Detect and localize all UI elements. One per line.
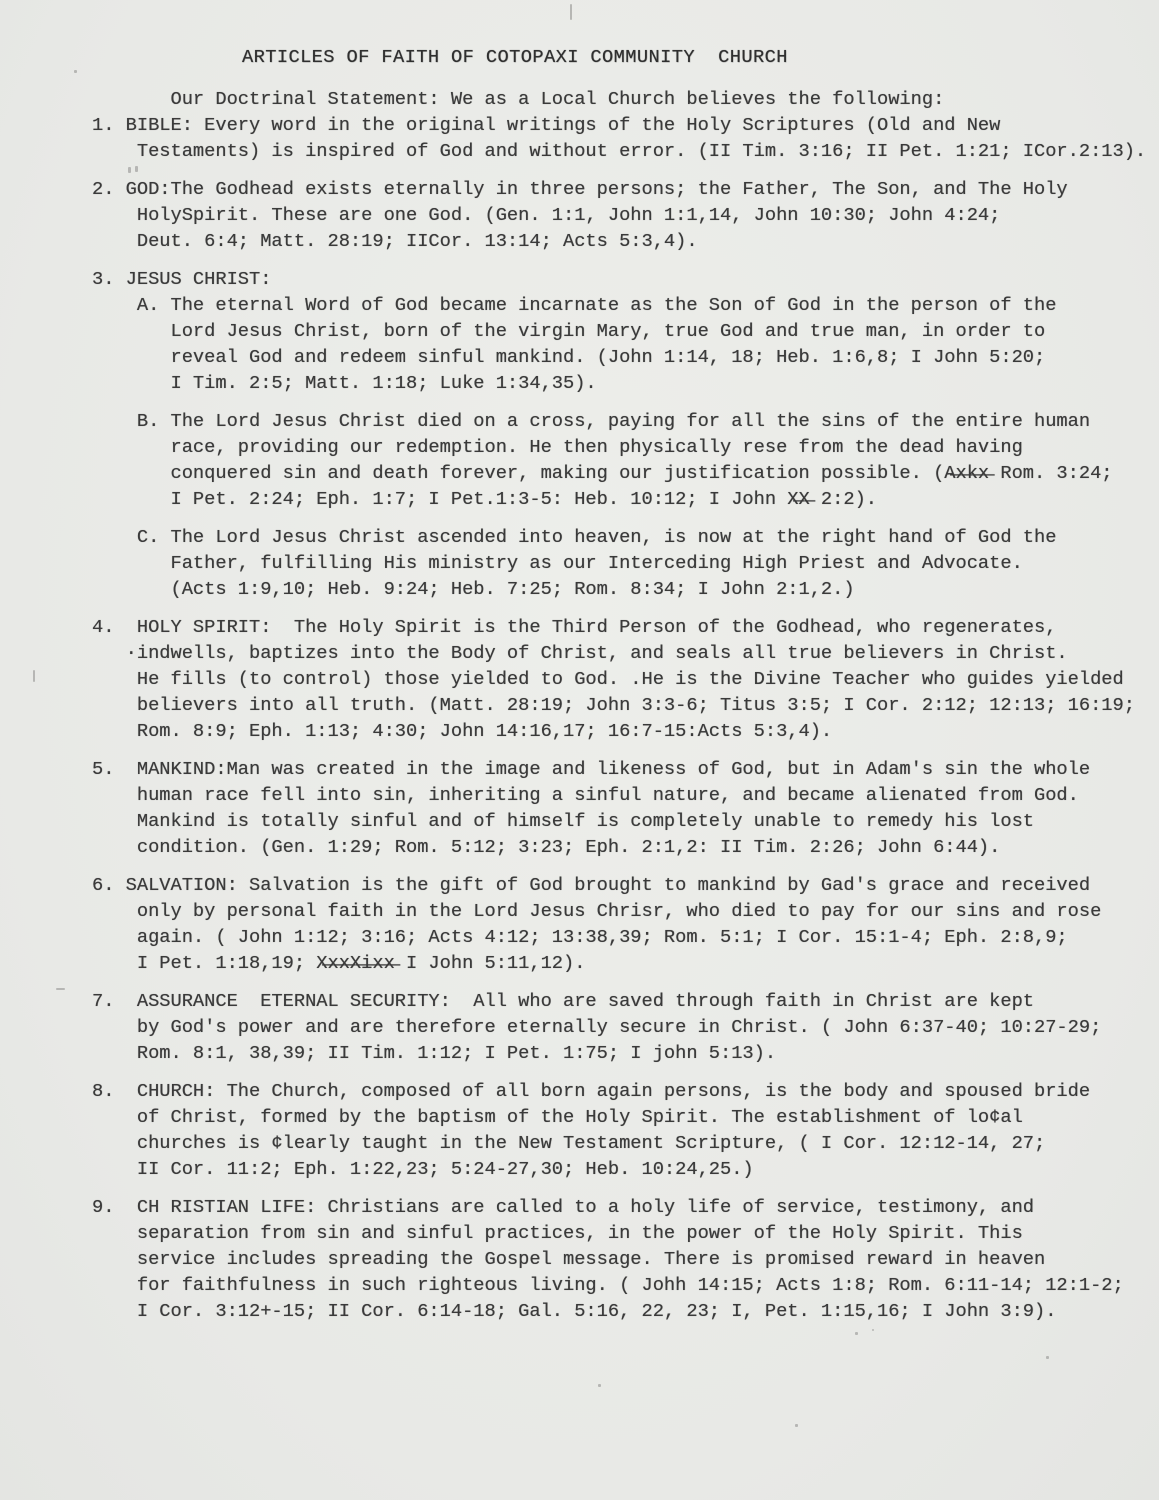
text-line: again. ( John 1:12; 3:16; Acts 4:12; 13:38,39; Rom. 5:1; I Cor. 15:1-4; Eph. 2:8,9; — [92, 926, 1068, 948]
text-line: 4. HOLY SPIRIT: The Holy Spirit is the Third Person of the Godhead, who regenerates, — [92, 616, 1057, 638]
scan-artifact — [74, 70, 77, 73]
text-line: HolySpirit. These are one God. (Gen. 1:1, John 1:1,14, John 10:30; John 4:24; — [92, 204, 1001, 226]
text-line: race, providing our redemption. He then physically rese from the dead having — [92, 436, 1023, 458]
paragraph-block — [92, 176, 1159, 254]
text-line: of Christ, formed by the baptism of the Holy Spirit. The establishment of lo¢al — [92, 1106, 1023, 1128]
paragraph-block — [92, 614, 1159, 744]
text-line: only by personal faith in the Lord Jesus Chrisr, who died to pay for our sins and rose — [92, 900, 1102, 922]
scan-artifact — [570, 4, 572, 20]
paragraph-block — [92, 988, 1159, 1066]
scan-artifact — [795, 1424, 798, 1427]
paragraph-block — [92, 408, 1159, 512]
text-line: I Tim. 2:5; Matt. 1:18; Luke 1:34,35). — [92, 372, 597, 394]
text-line: C. The Lord Jesus Christ ascended into heaven, is now at the right hand of God the — [92, 526, 1057, 548]
text-line: for faithfulness in such righteous living. ( Johh 14:15; Acts 1:8; Rom. 6:11-14; 12:1-2; — [92, 1274, 1124, 1296]
text-line: I Pet. 2:24; Eph. 1:7; I Pet.1:3-5: Heb. 10:12; I John X̶X̶ 2:2). — [92, 488, 878, 510]
scan-artifact — [135, 166, 138, 172]
paragraph-block — [92, 872, 1159, 976]
text-line: Rom. 8:9; Eph. 1:13; 4:30; John 14:16,17; 16:7-15:Acts 5:3,4). — [92, 720, 833, 742]
text-line: 9. CH RISTIAN LIFE: Christians are called to a holy life of service, testimony, and — [92, 1196, 1035, 1218]
text-line: A. The eternal Word of God became incarnate as the Son of God in the person of the — [92, 294, 1057, 316]
text-line: Testaments) is inspired of God and without error. (II Tim. 3:16; II Pet. 1:21; ICor.2:13). — [92, 140, 1147, 162]
scan-artifact — [598, 1384, 601, 1387]
text-line: Mankind is totally sinful and of himself is completely unable to remedy his lost — [92, 810, 1035, 832]
text-line: Our Doctrinal Statement: We as a Local Church believes the following: — [92, 88, 945, 110]
text-line: Rom. 8:1, 38,39; II Tim. 1:12; I Pet. 1:75; I john 5:13). — [92, 1042, 777, 1064]
scan-artifact — [128, 167, 131, 173]
page-title: ARTICLES OF FAITH OF COTOPAXI COMMUNITY CHURCH — [242, 46, 788, 68]
text-line: II Cor. 11:2; Eph. 1:22,23; 5:24-27,30; Heb. 10:24,25.) — [92, 1158, 754, 1180]
paragraph-block — [92, 756, 1159, 860]
text-line: (Acts 1:9,10; Heb. 9:24; Heb. 7:25; Rom. 8:34; I John 2:1,2.) — [92, 578, 855, 600]
text-line: by God's power and are therefore eternally secure in Christ. ( John 6:37-40; 10:27-29; — [92, 1016, 1102, 1038]
text-line: condition. (Gen. 1:29; Rom. 5:12; 3:23; Eph. 2:1,2: II Tim. 2:26; John 6:44). — [92, 836, 1001, 858]
text-line: Deut. 6:4; Matt. 28:19; IICor. 13:14; Acts 5:3,4). — [92, 230, 698, 252]
text-line: conquered sin and death forever, making our justification possible. (A̶x̶k̶x̶ Rom. 3:24; — [92, 462, 1113, 484]
text-line: 8. CHURCH: The Church, composed of all born again persons, is the body and spoused bride — [92, 1080, 1091, 1102]
text-line: I Pet. 1:18,19; X̶x̶x̶X̶i̶x̶x̶ I John 5:11,12). — [92, 952, 586, 974]
scan-artifact — [56, 988, 65, 990]
scan-artifact — [872, 1329, 874, 1331]
text-line: 6. SALVATION: Salvation is the gift of God brought to mankind by Gad's grace and received — [92, 874, 1091, 896]
text-line: separation from sin and sinful practices, in the power of the Holy Spirit. This — [92, 1222, 1023, 1244]
text-line: B. The Lord Jesus Christ died on a cross, paying for all the sins of the entire human — [92, 410, 1091, 432]
scan-artifact — [33, 670, 35, 682]
text-line: ·indwells, baptizes into the Body of Christ, and seals all true believers in Christ. — [92, 642, 1068, 664]
text-line: He fills (to control) those yielded to God. .He is the Divine Teacher who guides yielded — [92, 668, 1124, 690]
paragraph-block — [92, 1194, 1159, 1324]
text-line: 3. JESUS CHRIST: — [92, 268, 272, 290]
paragraph-block — [92, 86, 1159, 164]
paragraph-block — [92, 266, 1159, 396]
text-line: believers into all truth. (Matt. 28:19; John 3:3-6; Titus 3:5; I Cor. 2:12; 12:13; 16:19; — [92, 694, 1135, 716]
text-line: Lord Jesus Christ, born of the virgin Mary, true God and true man, in order to — [92, 320, 1046, 342]
text-line: 5. MANKIND:Man was created in the image and likeness of God, but in Adam's sin the whole — [92, 758, 1091, 780]
paragraph-block — [92, 1078, 1159, 1182]
scan-artifact — [855, 1332, 858, 1335]
text-line: Father, fulfilling His ministry as our Interceding High Priest and Advocate. — [92, 552, 1023, 574]
document-body — [92, 86, 1159, 1324]
text-line: churches is ¢learly taught in the New Testament Scripture, ( I Cor. 12:12-14, 27; — [92, 1132, 1046, 1154]
text-line: reveal God and redeem sinful mankind. (John 1:14, 18; Heb. 1:6,8; I John 5:20; — [92, 346, 1046, 368]
text-line: 1. BIBLE: Every word in the original writings of the Holy Scriptures (Old and New — [92, 114, 1001, 136]
text-line: 2. GOD:The Godhead exists eternally in three persons; the Father, The Son, and The Holy — [92, 178, 1068, 200]
text-line: 7. ASSURANCE ETERNAL SECURITY: All who are saved through faith in Christ are kept — [92, 990, 1035, 1012]
paragraph-block — [92, 524, 1159, 602]
text-line: service includes spreading the Gospel message. There is promised reward in heaven — [92, 1248, 1046, 1270]
scan-artifact — [1046, 1356, 1049, 1359]
text-line: I Cor. 3:12+-15; II Cor. 6:14-18; Gal. 5:16, 22, 23; I, Pet. 1:15,16; I John 3:9). — [92, 1300, 1057, 1322]
text-line: human race fell into sin, inheriting a sinful nature, and became alienated from God. — [92, 784, 1079, 806]
